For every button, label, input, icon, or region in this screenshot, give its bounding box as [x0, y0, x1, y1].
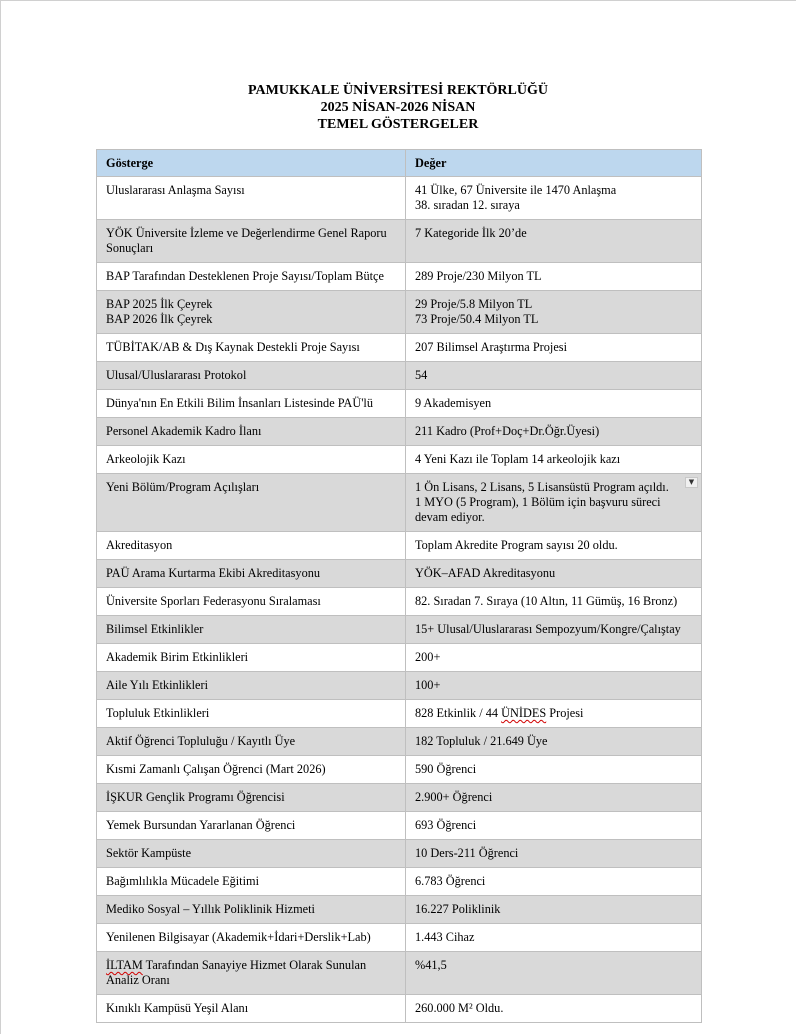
- indicator-cell: İŞKUR Gençlik Programı Öğrencisi: [97, 784, 406, 812]
- value-cell: YÖK–AFAD Akreditasyonu: [406, 560, 702, 588]
- table-row: [97, 896, 702, 924]
- header-indicator: Gösterge: [97, 150, 406, 177]
- value-cell: 260.000 M² Oldu.: [406, 995, 702, 1023]
- spellcheck-word: ÜNİDES: [501, 706, 547, 720]
- title-line-2: 2025 NİSAN-2026 NİSAN: [320, 100, 476, 115]
- indicator-cell: Dünya'nın En Etkili Bilim İnsanları Listesinde PAÜ'lü: [97, 390, 406, 418]
- value-cell: 200+: [406, 644, 702, 672]
- indicator-cell: Kınıklı Kampüsü Yeşil Alanı: [97, 995, 406, 1023]
- indicator-cell: PAÜ Arama Kurtarma Ekibi Akreditasyonu: [97, 560, 406, 588]
- table-row: [97, 334, 702, 362]
- indicator-cell: Aktif Öğrenci Topluluğu / Kayıtlı Üye: [97, 728, 406, 756]
- value-cell: 100+: [406, 672, 702, 700]
- value-cell: 41 Ülke, 67 Üniversite ile 1470 Anlaşma 38. sıradan 12. sıraya: [406, 177, 702, 220]
- value-cell: 15+ Ulusal/Uluslararası Sempozyum/Kongre/Çalıştay: [406, 616, 702, 644]
- indicator-cell: Bilimsel Etkinlikler: [97, 616, 406, 644]
- indicator-cell: Akademik Birim Etkinlikleri: [97, 644, 406, 672]
- indicator-cell: Kısmi Zamanlı Çalışan Öğrenci (Mart 2026): [97, 756, 406, 784]
- indicator-cell: Aile Yılı Etkinlikleri: [97, 672, 406, 700]
- table-row: [97, 263, 702, 291]
- table-row: [97, 672, 702, 700]
- value-cell: 590 Öğrenci: [406, 756, 702, 784]
- indicator-cell: Bağımlılıkla Mücadele Eğitimi: [97, 868, 406, 896]
- value-cell: 82. Sıradan 7. Sıraya (10 Altın, 11 Gümüş, 16 Bronz): [406, 588, 702, 616]
- indicator-cell: TÜBİTAK/AB & Dış Kaynak Destekli Proje Sayısı: [97, 334, 406, 362]
- value-cell: 4 Yeni Kazı ile Toplam 14 arkeolojik kazı: [406, 446, 702, 474]
- indicator-cell: BAP 2025 İlk Çeyrek BAP 2026 İlk Çeyrek: [97, 291, 406, 334]
- indicator-cell: Sektör Kampüste: [97, 840, 406, 868]
- header-value: Değer: [406, 150, 702, 177]
- indicator-cell: Yeni Bölüm/Program Açılışları: [97, 474, 406, 532]
- value-cell: 182 Topluluk / 21.649 Üye: [406, 728, 702, 756]
- table-row: [97, 362, 702, 390]
- table-row: [97, 446, 702, 474]
- indicators-table: [96, 149, 702, 1023]
- table-row: [97, 952, 702, 995]
- table-row: [97, 390, 702, 418]
- indicator-cell: Üniversite Sporları Federasyonu Sıralaması: [97, 588, 406, 616]
- table-row: [97, 995, 702, 1023]
- table-header-row: [97, 150, 702, 177]
- value-cell: 6.783 Öğrenci: [406, 868, 702, 896]
- table-row: [97, 924, 702, 952]
- value-cell: 693 Öğrenci: [406, 812, 702, 840]
- table-row: [97, 728, 702, 756]
- indicator-cell: BAP Tarafından Desteklenen Proje Sayısı/Toplam Bütçe: [97, 263, 406, 291]
- table-row: [97, 868, 702, 896]
- table-row: [97, 177, 702, 220]
- title-line-1: PAMUKKALE ÜNİVERSİTESİ REKTÖRLÜĞÜ: [247, 83, 548, 98]
- table-row: [97, 532, 702, 560]
- value-cell: 7 Kategoride İlk 20’de: [406, 220, 702, 263]
- table-row: [97, 560, 702, 588]
- value-cell: 828 Etkinlik / 44 ÜNİDES Projesi: [406, 700, 702, 728]
- indicator-cell: Uluslararası Anlaşma Sayısı: [97, 177, 406, 220]
- indicator-cell: Yemek Bursundan Yararlanan Öğrenci: [97, 812, 406, 840]
- table-row: [97, 291, 702, 334]
- indicator-cell: Mediko Sosyal – Yıllık Poliklinik Hizmeti: [97, 896, 406, 924]
- table-row: [97, 840, 702, 868]
- indicator-cell: İLTAM Tarafından Sanayiye Hizmet Olarak Sunulan Analiz Oranı: [97, 952, 406, 995]
- value-cell: 1.443 Cihaz: [406, 924, 702, 952]
- table-row: [97, 588, 702, 616]
- title-line-3: TEMEL GÖSTERGELER: [317, 117, 479, 132]
- table-row: [97, 418, 702, 446]
- value-cell: 29 Proje/5.8 Milyon TL 73 Proje/50.4 Milyon TL: [406, 291, 702, 334]
- spellcheck-word: İLTAM: [106, 958, 143, 972]
- indicator-cell: Ulusal/Uluslararası Protokol: [97, 362, 406, 390]
- table-row: [97, 474, 702, 532]
- value-cell: 1 Ön Lisans, 2 Lisans, 5 Lisansüstü Program açıldı. 1 MYO (5 Program), 1 Bölüm için başvuru süreci devam ediyor. ▼: [406, 474, 702, 532]
- indicator-cell: Topluluk Etkinlikleri: [97, 700, 406, 728]
- table-row: [97, 784, 702, 812]
- indicator-cell: Arkeolojik Kazı: [97, 446, 406, 474]
- value-cell: 54: [406, 362, 702, 390]
- indicator-cell: YÖK Üniversite İzleme ve Değerlendirme Genel Raporu Sonuçları: [97, 220, 406, 263]
- document-title: [0, 82, 796, 133]
- table-row: [97, 812, 702, 840]
- indicator-cell: Personel Akademik Kadro İlanı: [97, 418, 406, 446]
- indicator-cell: Akreditasyon: [97, 532, 406, 560]
- value-cell: 2.900+ Öğrenci: [406, 784, 702, 812]
- table-row: [97, 644, 702, 672]
- value-cell: 211 Kadro (Prof+Doç+Dr.Öğr.Üyesi): [406, 418, 702, 446]
- indicator-cell: Yenilenen Bilgisayar (Akademik+İdari+Derslik+Lab): [97, 924, 406, 952]
- dropdown-arrow-icon[interactable]: ▼: [685, 477, 698, 488]
- table-row: [97, 700, 702, 728]
- value-cell: 289 Proje/230 Milyon TL: [406, 263, 702, 291]
- value-cell: 9 Akademisyen: [406, 390, 702, 418]
- value-cell: %41,5: [406, 952, 702, 995]
- value-cell: 207 Bilimsel Araştırma Projesi: [406, 334, 702, 362]
- value-cell: Toplam Akredite Program sayısı 20 oldu.: [406, 532, 702, 560]
- table-row: [97, 616, 702, 644]
- table-row: [97, 756, 702, 784]
- value-cell: 10 Ders-211 Öğrenci: [406, 840, 702, 868]
- table-row: [97, 220, 702, 263]
- value-cell: 16.227 Poliklinik: [406, 896, 702, 924]
